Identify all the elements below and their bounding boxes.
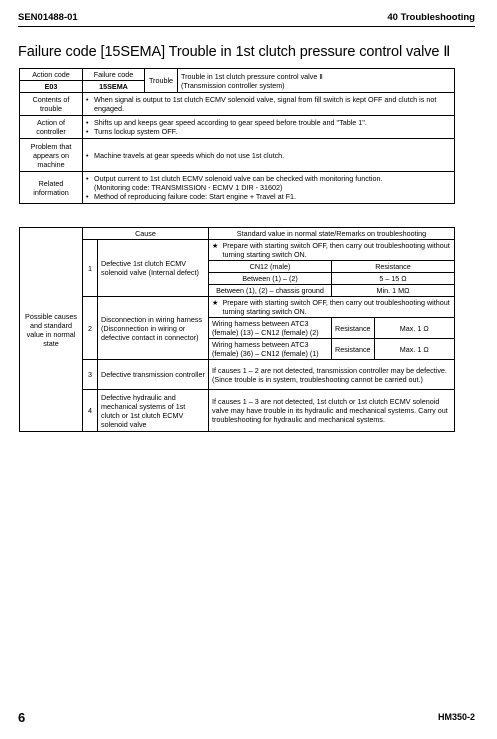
doc-id: SEN01488-01 [18,12,78,23]
section-title: 40 Troubleshooting [387,12,475,23]
failure-info-table [19,68,455,204]
cause-4-number: 4 [83,390,98,432]
cause-2-note [209,297,455,318]
problem-text [83,139,455,172]
cause-header: Cause [83,228,209,240]
header-divider [18,26,475,27]
failure-code-value: 15SEMA [83,81,145,93]
cause-3-note: If causes 1 – 2 are not detected, transmission controller may be defective. (Since trouble is in system, troubleshooting cannot be carried out.) [209,360,455,390]
cause-3-number: 3 [83,360,98,390]
cause-1-pin-2: Between (1), (2) – chassis ground [209,285,332,297]
cause-4-text: Defective hydraulic and mechanical systems of 1st clutch or 1st clutch ECMV solenoid valve [98,390,209,432]
cause-2-harness-1: Wiring harness between ATC3 (female) (13) – CN12 (female) (2) [209,318,332,339]
cause-2-max-1: Max. 1 Ω [374,318,454,339]
cause-1-note-text: Prepare with starting switch OFF, then carry out troubleshooting without turning starting switch ON. [222,241,450,259]
cause-1-pin-1: Between (1) – (2) [209,273,332,285]
model-name: HM350-2 [437,712,475,722]
cause-2-max-2: Max. 1 Ω [374,339,454,360]
cause-2-note-text: Prepare with starting switch OFF, then carry out troubleshooting without turning starting switch ON. [222,298,450,316]
star-icon: ★ [212,241,219,250]
cause-2-number: 2 [83,297,98,360]
action-code-label: Action code [20,69,83,81]
cause-3-text: Defective transmission controller [98,360,209,390]
star-icon: ★ [212,298,219,307]
causes-row-label: Possible causes and standard value in normal state [20,228,83,432]
cause-1-note [209,240,455,261]
action-item-1: • Shifts up and keeps gear speed according to gear speed before trouble and "Table 1". [86,118,451,127]
action-item-2: • Turns lockup system OFF. [86,127,451,136]
cause-1-col-resistance: Resistance [332,261,455,273]
trouble-text [178,69,455,93]
action-label: Action of controller [20,116,83,139]
related-item-1-line: • Output current to 1st clutch ECMV solenoid valve can be checked with monitoring function. [94,174,383,183]
cause-1-value-2: Min. 1 MΩ [332,285,455,297]
cause-1-number: 1 [83,240,98,297]
related-label: Related information [20,172,83,204]
trouble-label: Trouble [145,69,178,93]
page-title: Failure code [15SEMA] Trouble in 1st clutch pressure control valve Ⅱ [18,44,451,60]
contents-text [83,93,455,116]
action-code-value: E03 [20,81,83,93]
related-text [83,172,455,204]
cause-2-text: Disconnection in wiring harness (Disconnection in wiring or defective contact in connector) [98,297,209,360]
cause-1-text: Defective 1st clutch ECMV solenoid valve (Internal defect) [98,240,209,297]
cause-2-resistance-label-1: Resistance [332,318,375,339]
trouble-line-2: (Transmission controller system) [181,80,285,90]
cause-2-harness-2: Wiring harness between ATC3 (female) (36) – CN12 (female) (1) [209,339,332,360]
standard-header: Standard value in normal state/Remarks on troubleshooting [209,228,455,240]
cause-1-col-connector: CN12 (male) [209,261,332,273]
possible-causes-table [19,227,455,432]
cause-1-value-1: 5 – 15 Ω [332,273,455,285]
page-number: 6 [18,710,26,725]
problem-item-1: • Machine travels at gear speeds which do not use 1st clutch. [86,151,451,160]
related-item-1-sub: (Monitoring code: TRANSMISSION - ECMV 1 DIR - 31602) [94,183,283,192]
trouble-line-1: Trouble in 1st clutch pressure control valve Ⅱ [181,71,323,81]
contents-item: • When signal is output to 1st clutch ECMV solenoid valve, signal from fill switch is kept OFF and clutch is not engaged. [86,95,451,113]
related-item-2: • Method of reproducing failure code: Start engine + Travel at F1. [86,192,451,201]
failure-code-label: Failure code [83,69,145,81]
related-item-1 [86,174,451,192]
contents-label: Contents of trouble [20,93,83,116]
cause-2-resistance-label-2: Resistance [332,339,375,360]
cause-4-note: If causes 1 – 3 are not detected, 1st clutch or 1st clutch ECMV solenoid valve may have trouble in its hydraulic and mechanical systems. Carry out troubleshooting for hydraulic and mechanical systems. [209,390,455,432]
action-text [83,116,455,139]
problem-label: Problem that appears on machine [20,139,83,172]
